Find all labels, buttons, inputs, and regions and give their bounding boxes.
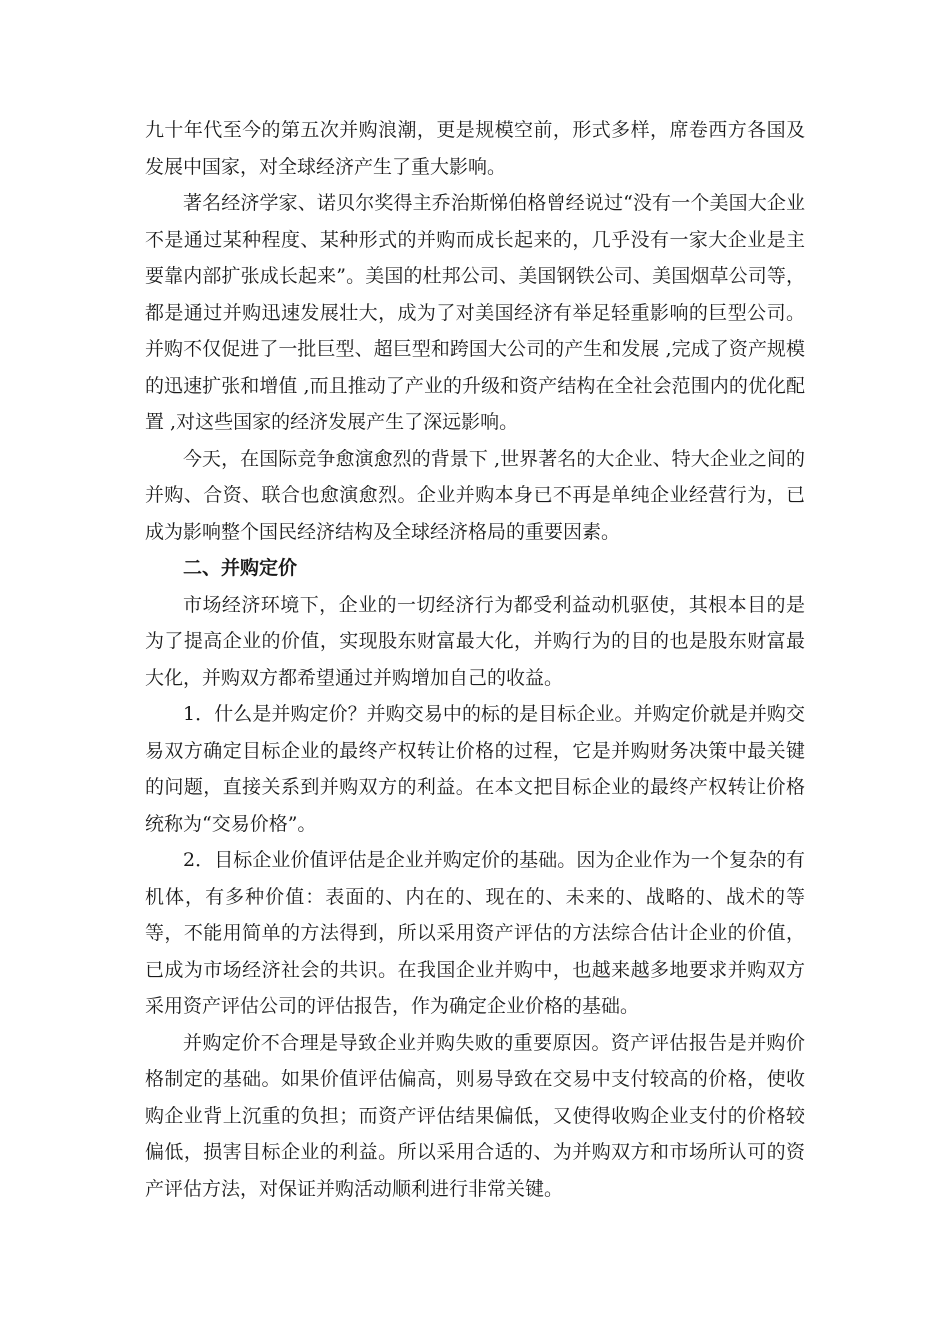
document-body [145,112,805,1207]
paragraph-unreasonable-pricing: 并购定价不合理是导致企业并购失败的重要原因。资产评估报告是并购价格制定的基础。如果价值评估偏高，则易导致在交易中支付较高的价格，使收购企业背上沉重的负担；而资产评估结果偏低，又使得收购企业支付的价格较偏低，损害目标企业的利益。所以采用合适的、为并购双方和市场所认可的资产评估方法，对保证并购活动顺利进行非常关键。 [145,1031,805,1200]
paragraph-continuation: 九十年代至今的第五次并购浪潮，更是规模空前，形式多样，席卷西方各国及发展中国家，对全球经济产生了重大影响。 [145,119,805,178]
paragraph-international-competition: 今天，在国际竞争愈演愈烈的背景下 ,世界著名的大企业、特大企业之间的并购、合资、联合也愈演愈烈。企业并购本身已不再是单纯企业经营行为，已成为影响整个国民经济结构及全球经济格局的重要因素。 [145,447,805,543]
paragraph-market-economy: 市场经济环境下，企业的一切经济行为都受利益动机驱使，其根本目的是为了提高企业的价值，实现股东财富最大化，并购行为的目的也是股东财富最大化，并购双方都希望通过并购增加自己的收益。 [145,593,805,689]
paragraph-valuation-basis: 2．目标企业价值评估是企业并购定价的基础。因为企业作为一个复杂的有机体，有多种价值：表面的、内在的、现在的、未来的、战略的、战术的等等，不能用简单的方法得到，所以采用资产评估的方法综合估计企业的价值，已成为市场经济社会的共识。在我国企业并购中，也越来越多地要求并购双方采用资产评估公司的评估报告，作为确定企业价格的基础。 [145,849,805,1017]
paragraph-economist-quote: 著名经济学家、诺贝尔奖得主乔治斯悌伯格曾经说过“没有一个美国大企业不是通过某种程度、某种形式的并购而成长起来的，几乎没有一家大企业是主要靠内部扩张成长起来”。美国的杜邦公司、美国钢铁公司、美国烟草公司等，都是通过并购迅速发展壮大，成为了对美国经济有举足轻重影响的巨型公司。并购不仅促进了一批巨型、超巨型和跨国大公司的产生和发展 ,完成了资产规模的迅速扩张和增值 ,而且推动了产业的升级和资产结构在全社会范围内的优化配置 ,对这些国家的经济发展产生了深远影响。 [145,192,805,433]
section-heading-merger-pricing: 二、并购定价 [183,557,298,579]
paragraph-what-is-pricing: 1．什么是并购定价？并购交易中的标的是目标企业。并购定价就是并购交易双方确定目标企业的最终产权转让价格的过程，它是并购财务决策中最关键的问题，直接关系到并购双方的利益。在本文把目标企业的最终产权转让价格统称为“交易价格”。 [145,703,805,835]
